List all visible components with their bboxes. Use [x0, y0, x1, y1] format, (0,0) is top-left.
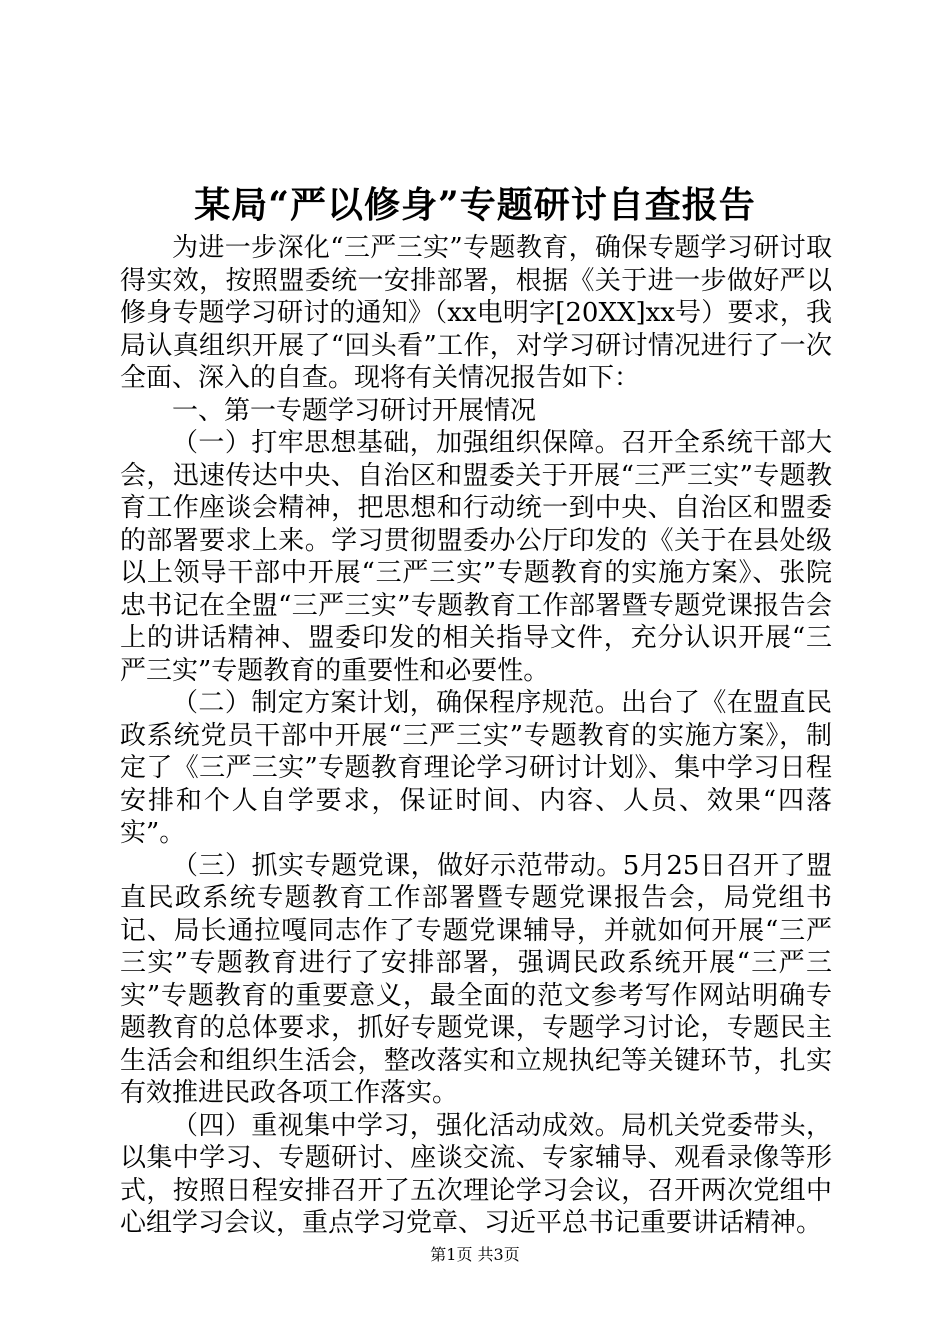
- paragraph-2: （二）制定方案计划，确保程序规范。出台了《在盟直民政系统党员干部中开展“三严三实”专题教育的实施方案》，制定了《三严三实”专题教育理论学习研讨计划》、集中学习日程安排和个人自学要求，保证时间、内容、人员、效果“四落实”。: [120, 688, 832, 848]
- document-title: 某局“严以修身”专题研讨自查报告: [194, 184, 756, 226]
- paragraph-4: （四）重视集中学习，强化活动成效。局机关党委带头，以集中学习、专题研讨、座谈交流、专家辅导、观看录像等形式，按照日程安排召开了五次理论学习会议，召开两次党组中心组学习会议，重点学习党章、习近平总书记重要讲话精神。: [120, 1110, 832, 1238]
- paragraph-1: （一）打牢思想基础，加强组织保障。召开全系统干部大会，迅速传达中央、自治区和盟委关于开展“三严三实”专题教育工作座谈会精神，把思想和行动统一到中央、自治区和盟委的部署要求上来。学习贯彻盟委办公厅印发的《关于在县处级以上领导干部中开展“三严三实”专题教育的实施方案》、张院忠书记在全盟“三严三实”专题教育工作部署暨专题党课报告会上的讲话精神、盟委印发的相关指导文件，充分认识开展“三严三实”专题教育的重要性和必要性。: [120, 428, 832, 686]
- section-heading: 一、第一专题学习研讨开展情况: [172, 395, 537, 426]
- document-body: [120, 232, 832, 1240]
- page-footer: 第1页 共3页: [430, 1245, 520, 1264]
- paragraph-3: （三）抓实专题党课，做好示范带动。5月25日召开了盟直民政系统专题教育工作部署暨专题党课报告会，局党组书记、局长通拉嘎同志作了专题党课辅导，并就如何开展“三严三实”专题教育进行了安排部署，强调民政系统开展“三严三实”专题教育的重要意义，最全面的范文参考写作网站明确专题教育的总体要求，抓好专题党课，专题学习讨论，专题民主生活会和组织生活会，整改落实和立规执纪等关键环节，扎实有效推进民政各项工作落实。: [120, 850, 832, 1108]
- intro-paragraph: 为进一步深化“三严三实”专题教育，确保专题学习研讨取得实效，按照盟委统一安排部署，根据《关于进一步做好严以修身专题学习研讨的通知》（xx电明字[20XX]xx号）要求，我局认真组织开展了“回头看”工作，对学习研讨情况进行了一次全面、深入的自查。现将有关情况报告如下：: [120, 233, 832, 393]
